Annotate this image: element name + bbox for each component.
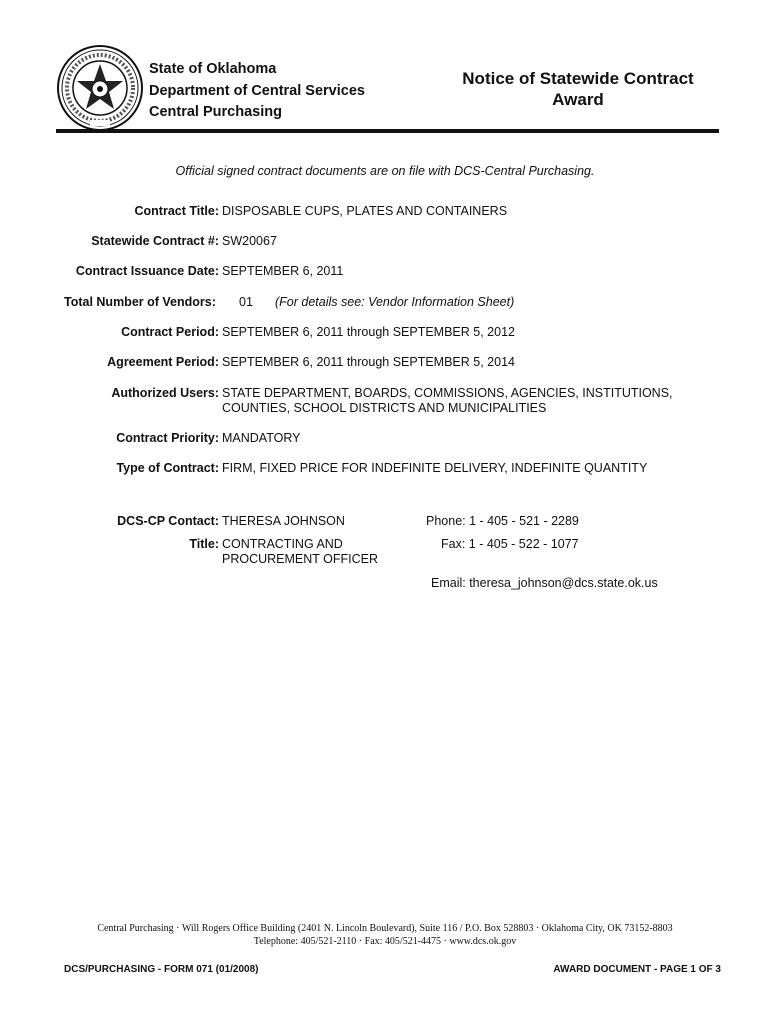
notice-title-line2: Award: [552, 90, 604, 109]
form-id: DCS/PURCHASING - FORM 071 (01/2008): [64, 964, 259, 975]
division-name: Central Purchasing: [149, 104, 282, 120]
issuance-date-value: SEPTEMBER 6, 2011: [222, 264, 344, 278]
department-name: Department of Central Services: [149, 83, 365, 99]
contact-email-link[interactable]: Email: theresa_johnson@dcs.state.ok.us: [431, 576, 658, 590]
agreement-period-value: SEPTEMBER 6, 2011 through SEPTEMBER 5, 2014: [222, 355, 515, 369]
contact-title-label: Title:: [189, 537, 219, 551]
authorized-users-value: [222, 386, 673, 416]
contact-phone: Phone: 1 - 405 - 521 - 2289: [426, 514, 579, 528]
filing-note: Official signed contract documents are on file with DCS-Central Purchasing.: [175, 164, 595, 178]
notice-title: [430, 68, 726, 110]
contract-title-value: DISPOSABLE CUPS, PLATES AND CONTAINERS: [222, 204, 508, 218]
contract-number-value: SW20067: [222, 234, 277, 248]
contact-title-value: [222, 537, 378, 567]
authorized-users-label: Authorized Users:: [111, 386, 219, 400]
header-divider: [56, 129, 719, 133]
contract-title-label: Contract Title:: [134, 204, 219, 218]
contact-name: THERESA JOHNSON: [222, 514, 345, 528]
priority-label: Contract Priority:: [116, 431, 219, 445]
contact-title-line1: CONTRACTING AND: [222, 537, 343, 551]
contract-type-value: FIRM, FIXED PRICE FOR INDEFINITE DELIVERY, INDEFINITE QUANTITY: [222, 461, 648, 475]
contract-type-label: Type of Contract:: [116, 461, 219, 475]
vendors-value: 01: [239, 295, 253, 309]
contact-title-line2: PROCUREMENT OFFICER: [222, 552, 379, 566]
contract-period-label: Contract Period:: [121, 325, 219, 339]
page-indicator: AWARD DOCUMENT - PAGE 1 OF 3: [553, 964, 721, 975]
state-seal-icon: [56, 44, 144, 132]
contract-period-value: SEPTEMBER 6, 2011 through SEPTEMBER 5, 2012: [222, 325, 515, 339]
agreement-period-label: Agreement Period:: [107, 355, 219, 369]
footer-contact-line: Telephone: 405/521-2110 · Fax: 405/521-4475 · www.dcs.ok.gov: [253, 936, 517, 947]
authorized-users-line1: STATE DEPARTMENT, BOARDS, COMMISSIONS, AGENCIES, INSTITUTIONS,: [222, 386, 673, 400]
notice-title-line1: Notice of Statewide Contract: [462, 69, 694, 88]
priority-value: MANDATORY: [222, 431, 301, 445]
issuance-date-label: Contract Issuance Date:: [75, 264, 219, 278]
contact-fax: Fax: 1 - 405 - 522 - 1077: [441, 537, 579, 551]
authorized-users-line2: COUNTIES, SCHOOL DISTRICTS AND MUNICIPALITIES: [222, 401, 547, 415]
vendors-note: (For details see: Vendor Information Sheet): [275, 295, 515, 309]
footer-address: Central Purchasing · Will Rogers Office Building (2401 N. Lincoln Boulevard), Suite 116 / P.O. Box 528803 · Oklahoma City, OK 73152-8803: [97, 923, 673, 934]
contract-number-label: Statewide Contract #:: [91, 234, 219, 248]
vendors-label: Total Number of Vendors:: [64, 295, 216, 309]
contact-label: DCS-CP Contact:: [117, 514, 219, 528]
state-name: State of Oklahoma: [149, 61, 277, 77]
